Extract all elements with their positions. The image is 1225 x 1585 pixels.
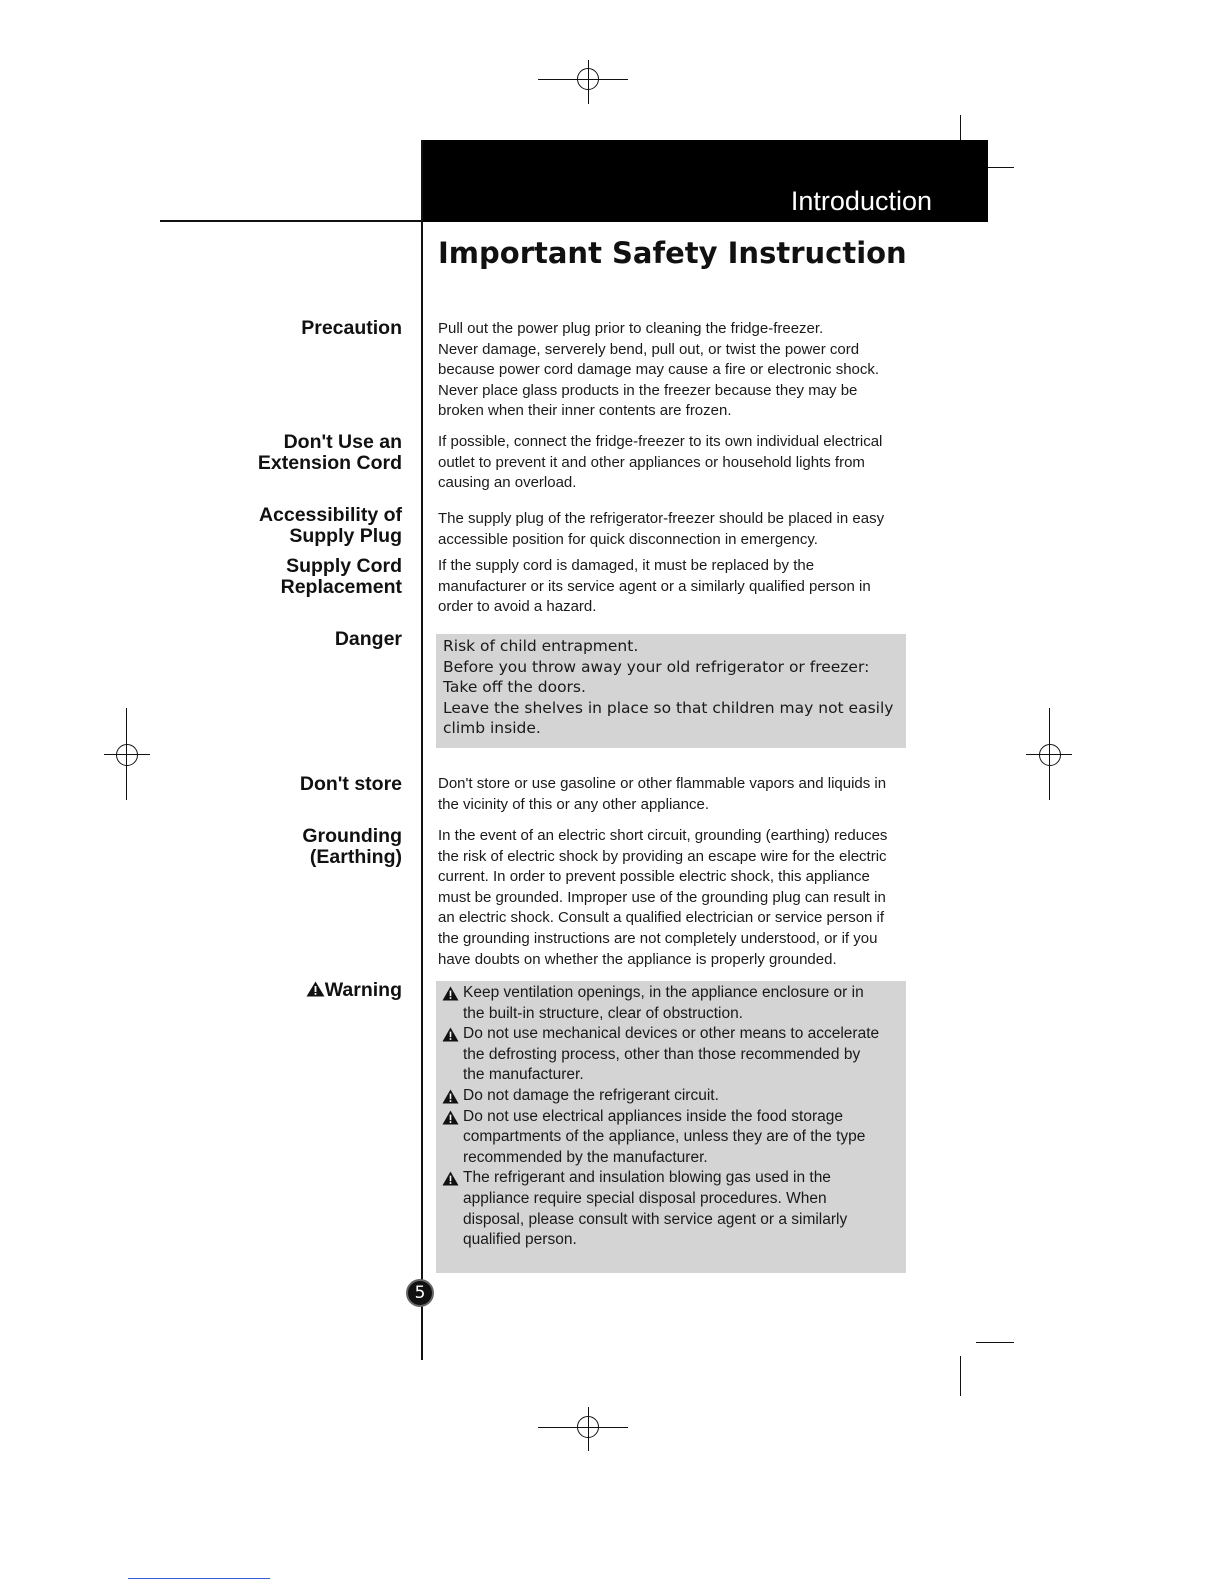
label-line: Supply Cord	[286, 555, 402, 577]
label-line: Grounding	[302, 825, 402, 847]
body-line: Never place glass products in the freezer because they may be	[438, 381, 858, 399]
body-precaution	[438, 319, 908, 422]
registration-circle	[1039, 744, 1061, 766]
crop-mark	[960, 1356, 961, 1396]
label-precaution	[301, 318, 402, 339]
danger-line: Before you throw away your old refrigerator or freezer:	[443, 657, 870, 676]
body-line: the vicinity of this or any other appliance.	[438, 795, 709, 813]
label-line: Replacement	[280, 576, 402, 598]
warning-icon	[442, 1110, 459, 1125]
body-line: Pull out the power plug prior to cleaning the fridge-freezer.	[438, 320, 824, 337]
body-line: the risk of electric shock by providing an escape wire for the electric	[438, 847, 887, 865]
body-line: an electric shock. Consult a qualified electrician or service person if	[438, 909, 885, 927]
body-line: accessible position for quick disconnection in emergency.	[438, 530, 818, 548]
registration-circle	[577, 1416, 599, 1438]
body-line: Never damage, serverely bend, pull out, or twist the power cord	[438, 340, 860, 358]
page-title: Important Safety Instruction	[438, 236, 907, 270]
body-line: broken when their inner contents are frozen.	[438, 402, 732, 420]
warning-icon	[442, 1089, 459, 1104]
warning-item	[442, 1107, 898, 1169]
danger-line: Leave the shelves in place so that children may not easily	[443, 698, 894, 717]
body-grounding	[438, 826, 908, 970]
body-line: outlet to prevent it and other appliances or household lights from	[438, 453, 865, 471]
label-supply-cord	[281, 556, 402, 598]
body-line: If the supply cord is damaged, it must be replaced by the	[438, 557, 815, 574]
warning-line: Do not use mechanical devices or other means to accelerate	[463, 1025, 880, 1043]
body-line: If possible, connect the fridge-freezer to its own individual electrical	[438, 433, 883, 450]
page-number: 5	[406, 1279, 434, 1307]
label-line: Danger	[334, 628, 402, 650]
column-divider	[421, 140, 423, 1360]
warning-line: the defrosting process, other than those recommended by	[463, 1045, 861, 1063]
registration-circle	[116, 744, 138, 766]
label-line: Extension Cord	[257, 452, 402, 474]
body-line: must be grounded. Improper use of the grounding plug can result in	[438, 888, 886, 906]
body-accessibility	[438, 509, 908, 550]
body-line: order to avoid a hazard.	[438, 598, 597, 616]
body-line: the grounding instructions are not completely understood, or if you	[438, 929, 878, 947]
warning-item	[442, 1086, 898, 1107]
body-line: current. In order to prevent possible electric shock, this appliance	[438, 868, 870, 886]
warning-line: appliance require special disposal procedures. When	[463, 1189, 827, 1207]
warning-line: The refrigerant and insulation blowing gas used in the	[463, 1169, 831, 1187]
warning-item	[442, 983, 898, 1024]
body-line: causing an overload.	[438, 474, 577, 492]
warning-line: recommended by the manufacturer.	[463, 1148, 708, 1166]
label-line: (Earthing)	[309, 846, 402, 868]
body-line: In the event of an electric short circuit, grounding (earthing) reduces	[438, 827, 888, 844]
label-line: Supply Plug	[289, 525, 402, 547]
warning-icon	[442, 1171, 459, 1186]
body-line: have doubts on whether the appliance is properly grounded.	[438, 950, 837, 968]
danger-line: climb inside.	[443, 719, 541, 738]
crop-mark	[988, 167, 1014, 168]
warning-box	[436, 981, 906, 1273]
warning-item	[442, 1168, 898, 1250]
label-line: Accessibility of	[258, 504, 402, 526]
label-extension-cord	[258, 432, 402, 474]
warning-icon	[442, 1027, 459, 1042]
label-dont-store	[300, 774, 402, 795]
label-accessibility	[259, 505, 402, 547]
warning-item	[442, 1024, 898, 1086]
label-warning	[306, 980, 402, 1001]
label-grounding	[302, 826, 402, 868]
warning-line: Do not damage the refrigerant circuit.	[463, 1086, 719, 1104]
body-dont-store	[438, 774, 908, 815]
warning-line: the built-in structure, clear of obstruction.	[463, 1004, 743, 1022]
warning-label-text: Warning	[324, 979, 402, 1001]
warning-icon	[442, 986, 459, 1001]
crop-mark	[960, 115, 961, 141]
body-extension-cord	[438, 432, 908, 494]
body-supply-cord	[438, 556, 908, 618]
label-danger	[335, 629, 402, 650]
body-line: The supply plug of the refrigerator-freezer should be placed in easy	[438, 510, 885, 527]
body-line: because power cord damage may cause a fire or electronic shock.	[438, 361, 880, 379]
label-line: Don't store	[299, 773, 402, 795]
registration-circle	[577, 68, 599, 90]
header-rule	[160, 220, 422, 222]
warning-line: Keep ventilation openings, in the appliance enclosure or in	[463, 984, 864, 1001]
warning-line: the manufacturer.	[463, 1066, 584, 1084]
warning-line: compartments of the appliance, unless they are of the type	[463, 1128, 866, 1146]
warning-line: disposal, please consult with service agent or a similarly	[463, 1210, 848, 1228]
label-line: Don't Use an	[283, 431, 402, 453]
warning-icon	[306, 981, 325, 997]
danger-box	[436, 634, 906, 748]
warning-line: qualified person.	[463, 1231, 577, 1249]
warning-line: Do not use electrical appliances inside the food storage	[463, 1107, 843, 1125]
section-title: Introduction	[790, 186, 932, 216]
body-line: manufacturer or its service agent or a similarly qualified person in	[438, 577, 871, 595]
body-line: Don't store or use gasoline or other flammable vapors and liquids in	[438, 775, 887, 792]
danger-line: Risk of child entrapment.	[443, 637, 639, 655]
label-line: Precaution	[301, 317, 402, 339]
bottom-underline	[128, 1578, 270, 1579]
label-line	[306, 980, 402, 1001]
danger-line: Take off the doors.	[443, 678, 586, 697]
crop-mark	[976, 1342, 1014, 1343]
